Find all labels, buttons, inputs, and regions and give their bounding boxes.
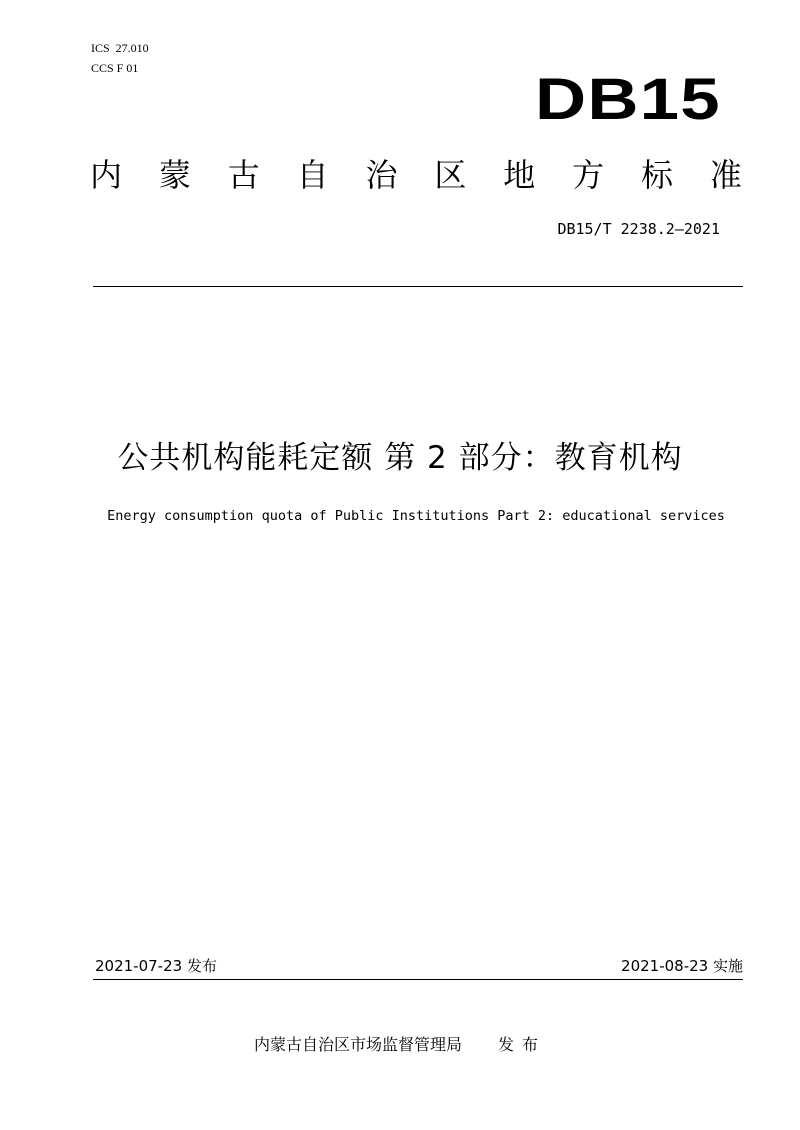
- category-char: 地: [503, 156, 536, 194]
- document-title-en: Energy consumption quota of Public Institutions Part 2: educational services: [107, 508, 725, 524]
- category-char: 治: [365, 156, 398, 194]
- standard-category-title: [90, 154, 742, 196]
- issue-action: 发布: [498, 1035, 547, 1054]
- category-char: 标: [641, 156, 674, 194]
- standard-number: DB15/T 2238.2—2021: [557, 220, 720, 238]
- category-char: 方: [572, 156, 605, 194]
- footer-divider: [93, 979, 743, 980]
- document-title-cn: 公共机构能耗定额 第 2 部分：教育机构: [117, 440, 683, 476]
- classification-codes: [91, 38, 149, 78]
- publish-date: 2021-07-23 发布: [95, 957, 217, 975]
- db15-logo: DB15: [535, 67, 721, 132]
- header-divider: [93, 286, 743, 287]
- category-char: 蒙: [158, 156, 191, 194]
- issuer-name: 内蒙古自治区市场监督管理局: [253, 1035, 462, 1054]
- category-char: 区: [434, 156, 467, 194]
- category-char: 准: [709, 156, 742, 194]
- category-char: 自: [296, 156, 329, 194]
- category-char: 古: [227, 156, 260, 194]
- category-char: 内: [90, 156, 123, 194]
- ccs-code: CCS F 01: [91, 61, 139, 75]
- ics-code: ICS 27.010: [91, 41, 149, 55]
- implement-date: 2021-08-23 实施: [621, 957, 743, 975]
- issuer-line: [0, 1033, 800, 1057]
- date-row: [95, 955, 743, 977]
